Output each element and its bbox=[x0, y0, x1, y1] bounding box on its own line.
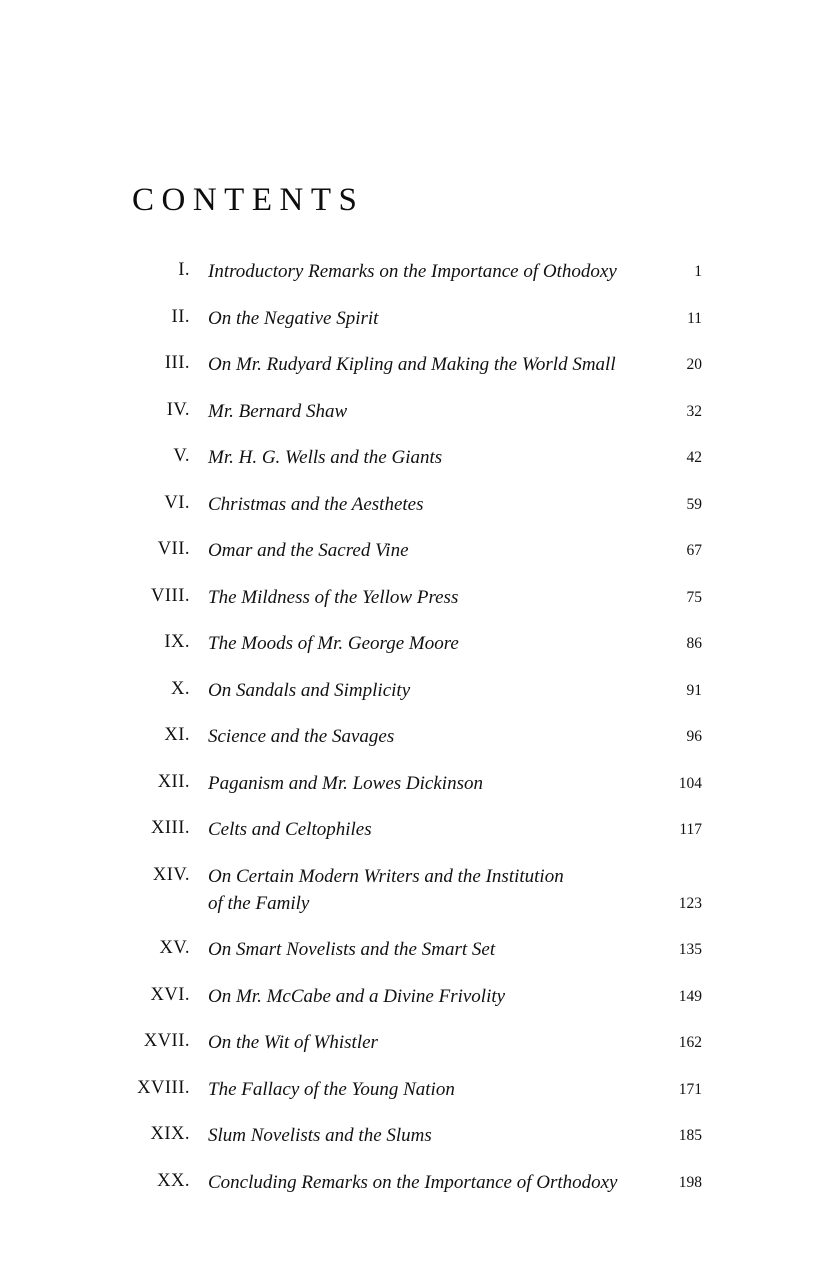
toc-entry-title: Christmas and the Aesthetes bbox=[208, 493, 424, 515]
toc-entry-title: Mr. H. G. Wells and the Giants bbox=[208, 447, 443, 468]
toc-entry-page: 162 bbox=[678, 1034, 702, 1051]
toc-entry-number: XX. bbox=[157, 1170, 190, 1191]
toc-entry-title: Introductory Remarks on the Importance of Othodoxy bbox=[208, 261, 617, 282]
toc-entry-page: 75 bbox=[686, 588, 702, 606]
toc-entry-title: Paganism and Mr. Lowes Dickinson bbox=[208, 772, 483, 794]
toc-entry-number: II. bbox=[171, 306, 190, 327]
table-of-contents bbox=[132, 258, 702, 1215]
toc-entry-number: V. bbox=[173, 446, 190, 466]
toc-entry[interactable] bbox=[132, 1122, 702, 1149]
toc-entry-number: VI. bbox=[164, 492, 190, 513]
toc-entry-page: 91 bbox=[686, 681, 702, 699]
toc-entry[interactable] bbox=[132, 305, 702, 332]
toc-entry[interactable] bbox=[132, 770, 702, 797]
toc-entry-title: The Moods of Mr. George Moore bbox=[208, 633, 459, 654]
toc-entry[interactable] bbox=[132, 936, 702, 963]
toc-entry-title: Celts and Celtophiles bbox=[208, 819, 372, 840]
page-title: CONTENTS bbox=[132, 182, 365, 218]
toc-entry-number: IX. bbox=[164, 632, 190, 652]
toc-entry-page: 198 bbox=[678, 1173, 702, 1191]
toc-entry-page: 67 bbox=[686, 542, 702, 559]
toc-entry-title: Omar and the Sacred Vine bbox=[208, 540, 409, 561]
toc-entry-page: 86 bbox=[686, 635, 702, 652]
toc-entry[interactable] bbox=[132, 1029, 702, 1056]
toc-entry-number: XI. bbox=[164, 725, 190, 745]
toc-entry-title: The Fallacy of the Young Nation bbox=[208, 1078, 455, 1100]
toc-entry-number: XVI. bbox=[150, 984, 190, 1005]
toc-entry-page: 59 bbox=[686, 495, 702, 513]
toc-entry-page: 11 bbox=[687, 309, 702, 327]
toc-entry-page: 104 bbox=[678, 774, 702, 792]
toc-entry-number: I. bbox=[178, 260, 190, 280]
toc-entry[interactable] bbox=[132, 351, 702, 378]
toc-entry[interactable] bbox=[132, 444, 702, 471]
toc-entry-page: 20 bbox=[686, 356, 702, 373]
toc-entry-title: On Sandals and Simplicity bbox=[208, 679, 411, 701]
toc-entry-number: IV. bbox=[166, 399, 190, 420]
toc-entry[interactable] bbox=[132, 1076, 702, 1103]
toc-entry-number: XIII. bbox=[151, 818, 190, 838]
toc-entry-title bbox=[190, 863, 656, 917]
toc-entry-page: 171 bbox=[678, 1080, 702, 1098]
toc-entry-title: On Mr. Rudyard Kipling and Making the World Small bbox=[208, 354, 616, 375]
toc-entry[interactable] bbox=[132, 723, 702, 750]
toc-entry[interactable] bbox=[132, 630, 702, 657]
toc-entry-title: On the Negative Spirit bbox=[208, 307, 379, 329]
toc-entry-title: On Smart Novelists and the Smart Set bbox=[208, 939, 496, 960]
toc-entry-title: Slum Novelists and the Slums bbox=[208, 1125, 432, 1146]
toc-entry-title-line2: of the Family bbox=[208, 892, 310, 914]
toc-entry-number: XIX. bbox=[150, 1124, 190, 1144]
toc-entry-page: 135 bbox=[678, 941, 702, 958]
toc-entry[interactable] bbox=[132, 537, 702, 564]
toc-entry-number: XIV. bbox=[152, 864, 190, 885]
toc-entry-page: 1 bbox=[694, 263, 702, 280]
toc-entry-title: On Mr. McCabe and a Divine Frivolity bbox=[208, 985, 506, 1007]
toc-entry-title: Concluding Remarks on the Importance of Orthodoxy bbox=[208, 1171, 618, 1193]
toc-entry[interactable] bbox=[132, 863, 702, 917]
toc-entry-title: Mr. Bernard Shaw bbox=[208, 400, 348, 422]
toc-entry-number: III. bbox=[164, 353, 190, 373]
toc-entry-page: 42 bbox=[686, 449, 702, 466]
toc-entry[interactable] bbox=[132, 816, 702, 843]
toc-entry-number: X. bbox=[171, 678, 190, 699]
toc-entry-number: XVIII. bbox=[137, 1077, 190, 1098]
toc-entry-number: XVII. bbox=[143, 1031, 190, 1051]
toc-entry-page: 149 bbox=[678, 987, 702, 1005]
toc-entry-title-line1: On Certain Modern Writers and the Institution bbox=[208, 865, 564, 887]
toc-entry-number: VIII. bbox=[151, 585, 190, 606]
toc-entry-title: The Mildness of the Yellow Press bbox=[208, 586, 459, 608]
toc-entry[interactable] bbox=[132, 983, 702, 1010]
toc-entry[interactable] bbox=[132, 398, 702, 425]
toc-entry-number: VII. bbox=[157, 539, 190, 559]
toc-entry-page: 96 bbox=[686, 728, 702, 745]
toc-entry-page: 117 bbox=[679, 821, 702, 838]
toc-entry-page: 185 bbox=[678, 1127, 702, 1144]
toc-entry[interactable] bbox=[132, 258, 702, 285]
toc-entry[interactable] bbox=[132, 677, 702, 704]
toc-entry-number: XII. bbox=[157, 771, 190, 792]
toc-entry[interactable] bbox=[132, 491, 702, 518]
toc-entry[interactable] bbox=[132, 1169, 702, 1196]
toc-entry-page: 123 bbox=[678, 894, 702, 912]
toc-entry-page: 32 bbox=[686, 402, 702, 420]
toc-entry[interactable] bbox=[132, 584, 702, 611]
toc-entry-title: Science and the Savages bbox=[208, 726, 395, 747]
toc-entry-number: XV. bbox=[159, 938, 190, 958]
toc-entry-title: On the Wit of Whistler bbox=[208, 1032, 378, 1053]
